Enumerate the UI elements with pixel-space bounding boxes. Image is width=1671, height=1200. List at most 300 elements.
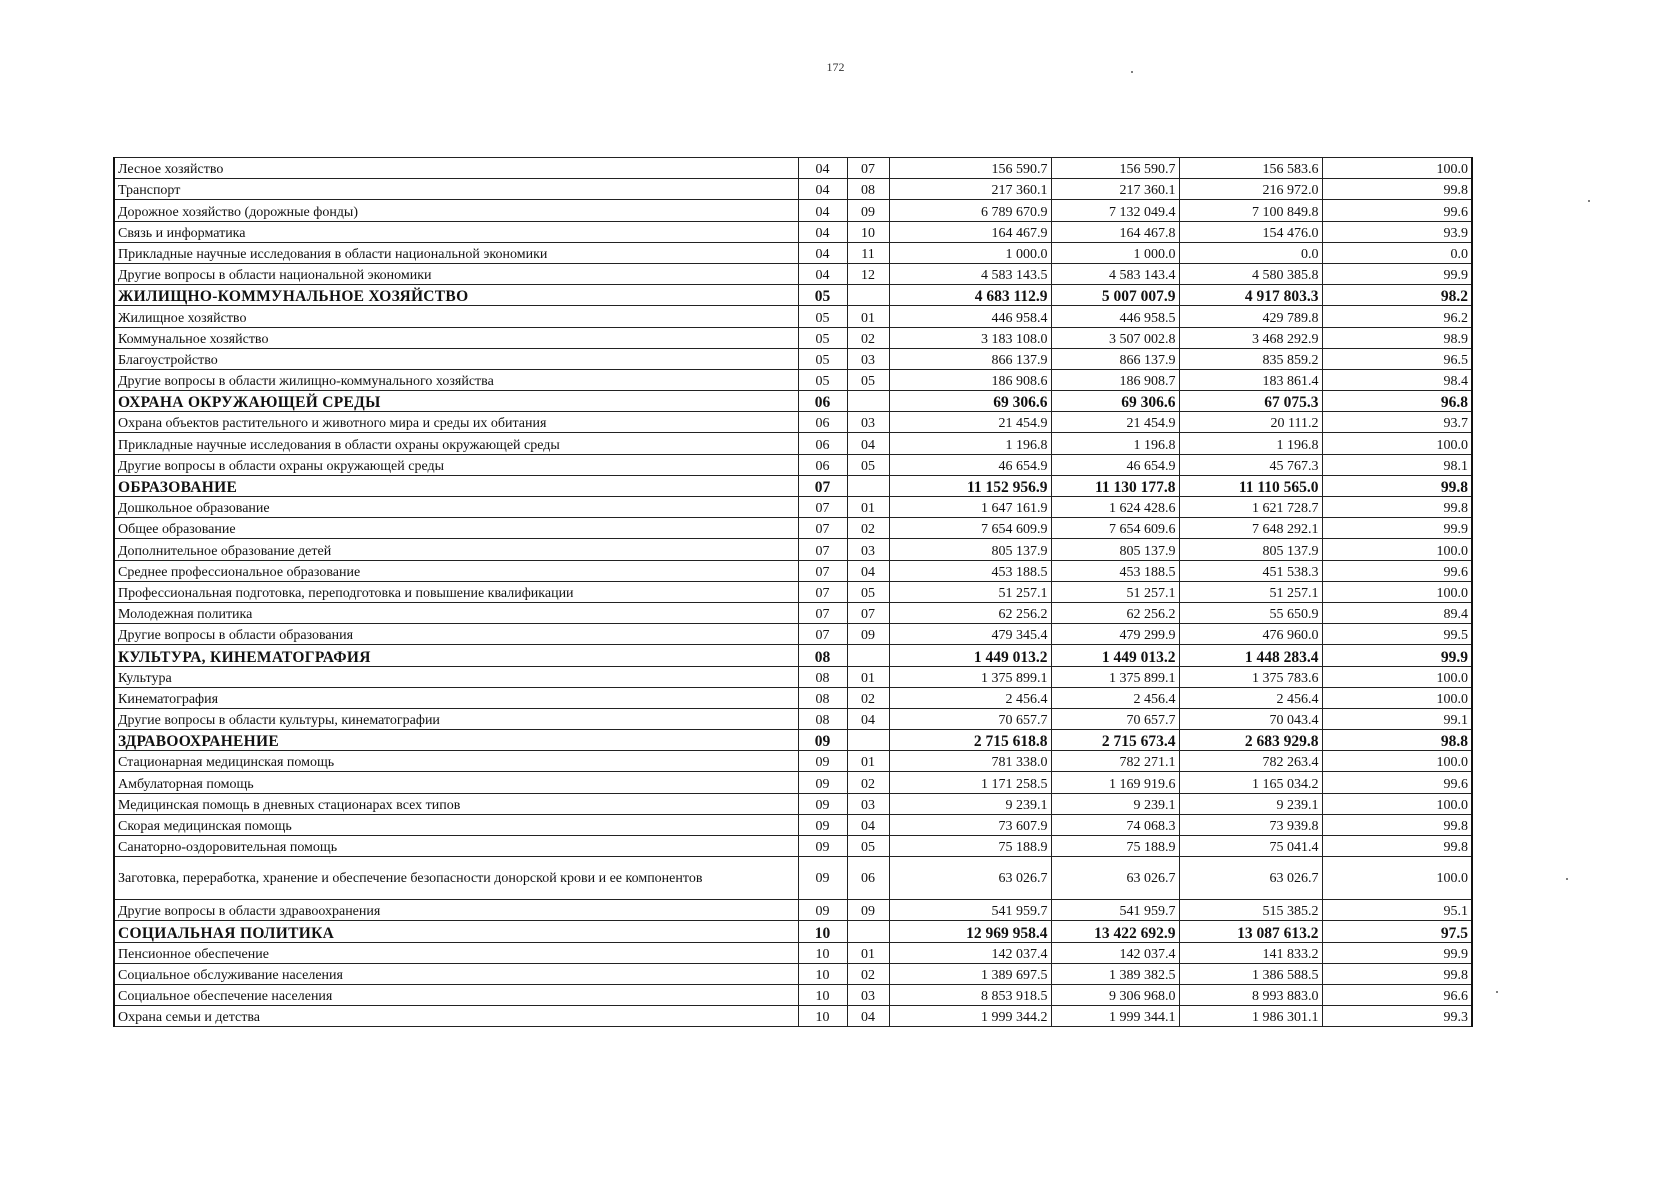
value-approved: 21 454.9: [889, 412, 1051, 433]
table-row: [114, 1006, 1472, 1027]
table-row: [114, 497, 1472, 518]
execution-percent: 99.8: [1322, 497, 1472, 518]
execution-percent: 93.9: [1322, 221, 1472, 242]
execution-percent: 96.8: [1322, 391, 1472, 412]
value-executed: 782 263.4: [1179, 751, 1322, 772]
value-refined: 1 624 428.6: [1051, 497, 1179, 518]
row-name: Связь и информатика: [114, 221, 798, 242]
value-approved: 1 999 344.2: [889, 1006, 1051, 1027]
value-refined: 479 299.9: [1051, 624, 1179, 645]
value-approved: 4 583 143.5: [889, 263, 1051, 284]
value-refined: 186 908.7: [1051, 369, 1179, 390]
value-approved: 1 375 899.1: [889, 666, 1051, 687]
value-executed: 1 165 034.2: [1179, 772, 1322, 793]
row-name: Социальное обслуживание населения: [114, 963, 798, 984]
row-name: Дошкольное образование: [114, 497, 798, 518]
value-executed: 4 917 803.3: [1179, 285, 1322, 306]
value-executed: 154 476.0: [1179, 221, 1322, 242]
execution-percent: 0.0: [1322, 242, 1472, 263]
execution-percent: 99.3: [1322, 1006, 1472, 1027]
section-row: [114, 730, 1472, 751]
execution-percent: 99.9: [1322, 263, 1472, 284]
table-row: [114, 602, 1472, 623]
execution-percent: 96.2: [1322, 306, 1472, 327]
value-refined: 156 590.7: [1051, 158, 1179, 179]
value-approved: 4 683 112.9: [889, 285, 1051, 306]
value-approved: 186 908.6: [889, 369, 1051, 390]
execution-percent: 99.6: [1322, 200, 1472, 221]
table-row: [114, 814, 1472, 835]
value-executed: 1 448 283.4: [1179, 645, 1322, 666]
row-name: Амбулаторная помощь: [114, 772, 798, 793]
row-name: Жилищное хозяйство: [114, 306, 798, 327]
row-name: Социальное обеспечение населения: [114, 984, 798, 1005]
value-executed: 4 580 385.8: [1179, 263, 1322, 284]
row-name: Общее образование: [114, 518, 798, 539]
execution-percent: 100.0: [1322, 581, 1472, 602]
section-row: [114, 391, 1472, 412]
table-row: [114, 942, 1472, 963]
value-approved: 9 239.1: [889, 793, 1051, 814]
execution-percent: 99.8: [1322, 814, 1472, 835]
value-executed: 2 683 929.8: [1179, 730, 1322, 751]
subsection-code: 03: [847, 348, 889, 369]
row-name: Пенсионное обеспечение: [114, 942, 798, 963]
value-executed: 805 137.9: [1179, 539, 1322, 560]
value-executed: 156 583.6: [1179, 158, 1322, 179]
row-name: КУЛЬТУРА, КИНЕМАТОГРАФИЯ: [114, 645, 798, 666]
execution-percent: 99.9: [1322, 518, 1472, 539]
subsection-code: 09: [847, 624, 889, 645]
value-executed: 13 087 613.2: [1179, 921, 1322, 942]
table-row: [114, 454, 1472, 475]
row-name: Санаторно-оздоровительная помощь: [114, 836, 798, 857]
value-approved: 12 969 958.4: [889, 921, 1051, 942]
execution-percent: 99.1: [1322, 708, 1472, 729]
execution-percent: 99.9: [1322, 645, 1472, 666]
row-name: Стационарная медицинская помощь: [114, 751, 798, 772]
execution-percent: 99.8: [1322, 963, 1472, 984]
execution-percent: 96.6: [1322, 984, 1472, 1005]
value-approved: 75 188.9: [889, 836, 1051, 857]
section-code: 08: [798, 687, 847, 708]
value-refined: 74 068.3: [1051, 814, 1179, 835]
table-row: [114, 687, 1472, 708]
subsection-code: 01: [847, 306, 889, 327]
subsection-code: [847, 391, 889, 412]
section-code: 04: [798, 242, 847, 263]
row-name: Охрана семьи и детства: [114, 1006, 798, 1027]
execution-percent: 99.5: [1322, 624, 1472, 645]
section-code: 04: [798, 200, 847, 221]
section-row: [114, 475, 1472, 496]
value-refined: 446 958.5: [1051, 306, 1179, 327]
section-code: 07: [798, 497, 847, 518]
row-name: ОБРАЗОВАНИЕ: [114, 475, 798, 496]
value-refined: 2 715 673.4: [1051, 730, 1179, 751]
row-name: Транспорт: [114, 179, 798, 200]
value-refined: 217 360.1: [1051, 179, 1179, 200]
value-approved: 1 000.0: [889, 242, 1051, 263]
execution-percent: 95.1: [1322, 900, 1472, 921]
section-code: 08: [798, 708, 847, 729]
row-name: Другие вопросы в области культуры, кинематографии: [114, 708, 798, 729]
value-refined: 1 000.0: [1051, 242, 1179, 263]
section-code: 10: [798, 921, 847, 942]
row-name: ЖИЛИЩНО-КОММУНАЛЬНОЕ ХОЗЯЙСТВО: [114, 285, 798, 306]
value-refined: 1 449 013.2: [1051, 645, 1179, 666]
table-row: [114, 836, 1472, 857]
row-name: Другие вопросы в области жилищно-коммунального хозяйства: [114, 369, 798, 390]
value-approved: 217 360.1: [889, 179, 1051, 200]
row-name: Другие вопросы в области образования: [114, 624, 798, 645]
execution-percent: 98.4: [1322, 369, 1472, 390]
value-refined: 3 507 002.8: [1051, 327, 1179, 348]
value-executed: 0.0: [1179, 242, 1322, 263]
section-code: 06: [798, 433, 847, 454]
value-approved: 1 389 697.5: [889, 963, 1051, 984]
table-row: [114, 539, 1472, 560]
value-executed: 1 375 783.6: [1179, 666, 1322, 687]
row-name: СОЦИАЛЬНАЯ ПОЛИТИКА: [114, 921, 798, 942]
execution-percent: 99.9: [1322, 942, 1472, 963]
section-code: 09: [798, 730, 847, 751]
value-approved: 6 789 670.9: [889, 200, 1051, 221]
table-row: [114, 900, 1472, 921]
section-code: 07: [798, 624, 847, 645]
row-name: Благоустройство: [114, 348, 798, 369]
execution-percent: 99.6: [1322, 772, 1472, 793]
page-number: 172: [826, 60, 845, 74]
table-row: [114, 857, 1472, 900]
row-name: Прикладные научные исследования в области охраны окружающей среды: [114, 433, 798, 454]
value-refined: 1 169 919.6: [1051, 772, 1179, 793]
value-refined: 46 654.9: [1051, 454, 1179, 475]
table-row: [114, 412, 1472, 433]
value-executed: 835 859.2: [1179, 348, 1322, 369]
execution-percent: 100.0: [1322, 539, 1472, 560]
value-approved: 1 449 013.2: [889, 645, 1051, 666]
value-approved: 142 037.4: [889, 942, 1051, 963]
section-code: 05: [798, 348, 847, 369]
subsection-code: 01: [847, 942, 889, 963]
section-code: 06: [798, 412, 847, 433]
value-approved: 2 715 618.8: [889, 730, 1051, 751]
value-executed: 1 986 301.1: [1179, 1006, 1322, 1027]
section-code: 04: [798, 263, 847, 284]
row-name: Лесное хозяйство: [114, 158, 798, 179]
section-code: 09: [798, 900, 847, 921]
subsection-code: 12: [847, 263, 889, 284]
subsection-code: 05: [847, 454, 889, 475]
subsection-code: 04: [847, 814, 889, 835]
subsection-code: [847, 475, 889, 496]
row-name: Охрана объектов растительного и животного мира и среды их обитания: [114, 412, 798, 433]
table-row: [114, 624, 1472, 645]
section-code: 09: [798, 814, 847, 835]
value-approved: 11 152 956.9: [889, 475, 1051, 496]
subsection-code: 02: [847, 963, 889, 984]
table-row: [114, 793, 1472, 814]
table-row: [114, 221, 1472, 242]
section-code: 07: [798, 539, 847, 560]
value-approved: 46 654.9: [889, 454, 1051, 475]
table-row: [114, 708, 1472, 729]
value-approved: 1 647 161.9: [889, 497, 1051, 518]
table-row: [114, 772, 1472, 793]
scan-speck: [1588, 200, 1590, 202]
section-code: 10: [798, 963, 847, 984]
execution-percent: 96.5: [1322, 348, 1472, 369]
section-code: 04: [798, 179, 847, 200]
table-row: [114, 560, 1472, 581]
subsection-code: 04: [847, 708, 889, 729]
subsection-code: 11: [847, 242, 889, 263]
subsection-code: [847, 645, 889, 666]
table-row: [114, 369, 1472, 390]
section-code: 05: [798, 306, 847, 327]
execution-percent: 100.0: [1322, 793, 1472, 814]
section-code: 09: [798, 836, 847, 857]
section-code: 07: [798, 518, 847, 539]
value-approved: 479 345.4: [889, 624, 1051, 645]
value-refined: 70 657.7: [1051, 708, 1179, 729]
value-refined: 164 467.8: [1051, 221, 1179, 242]
section-code: 10: [798, 942, 847, 963]
execution-percent: 100.0: [1322, 751, 1472, 772]
table-row: [114, 306, 1472, 327]
subsection-code: 05: [847, 369, 889, 390]
value-approved: 70 657.7: [889, 708, 1051, 729]
row-name: ЗДРАВООХРАНЕНИЕ: [114, 730, 798, 751]
value-refined: 11 130 177.8: [1051, 475, 1179, 496]
section-code: 05: [798, 285, 847, 306]
value-approved: 7 654 609.9: [889, 518, 1051, 539]
execution-percent: 100.0: [1322, 666, 1472, 687]
subsection-code: 10: [847, 221, 889, 242]
value-refined: 21 454.9: [1051, 412, 1179, 433]
table-row: [114, 581, 1472, 602]
row-name: Дорожное хозяйство (дорожные фонды): [114, 200, 798, 221]
subsection-code: 01: [847, 751, 889, 772]
value-refined: 1 196.8: [1051, 433, 1179, 454]
value-refined: 4 583 143.4: [1051, 263, 1179, 284]
value-approved: 8 853 918.5: [889, 984, 1051, 1005]
row-name: ОХРАНА ОКРУЖАЮЩЕЙ СРЕДЫ: [114, 391, 798, 412]
subsection-code: 07: [847, 158, 889, 179]
value-refined: 866 137.9: [1051, 348, 1179, 369]
row-name: Культура: [114, 666, 798, 687]
table-row: [114, 348, 1472, 369]
value-refined: 13 422 692.9: [1051, 921, 1179, 942]
subsection-code: [847, 285, 889, 306]
section-code: 09: [798, 751, 847, 772]
execution-percent: 99.6: [1322, 560, 1472, 581]
execution-percent: 99.8: [1322, 179, 1472, 200]
subsection-code: 01: [847, 497, 889, 518]
value-approved: 866 137.9: [889, 348, 1051, 369]
value-approved: 63 026.7: [889, 857, 1051, 900]
value-executed: 429 789.8: [1179, 306, 1322, 327]
value-approved: 541 959.7: [889, 900, 1051, 921]
row-name: Среднее профессиональное образование: [114, 560, 798, 581]
row-name: Дополнительное образование детей: [114, 539, 798, 560]
section-row: [114, 645, 1472, 666]
budget-table-body: [114, 158, 1472, 1027]
value-executed: 70 043.4: [1179, 708, 1322, 729]
value-approved: 1 171 258.5: [889, 772, 1051, 793]
execution-percent: 98.9: [1322, 327, 1472, 348]
section-code: 05: [798, 327, 847, 348]
value-refined: 1 389 382.5: [1051, 963, 1179, 984]
value-executed: 216 972.0: [1179, 179, 1322, 200]
execution-percent: 98.2: [1322, 285, 1472, 306]
value-refined: 805 137.9: [1051, 539, 1179, 560]
scan-speck: [1566, 878, 1568, 880]
table-row: [114, 984, 1472, 1005]
value-executed: 9 239.1: [1179, 793, 1322, 814]
value-approved: 2 456.4: [889, 687, 1051, 708]
budget-table: [113, 157, 1473, 1027]
row-name: Скорая медицинская помощь: [114, 814, 798, 835]
value-approved: 453 188.5: [889, 560, 1051, 581]
value-refined: 541 959.7: [1051, 900, 1179, 921]
subsection-code: 02: [847, 518, 889, 539]
value-executed: 73 939.8: [1179, 814, 1322, 835]
value-refined: 63 026.7: [1051, 857, 1179, 900]
execution-percent: 100.0: [1322, 857, 1472, 900]
table-row: [114, 242, 1472, 263]
section-row: [114, 285, 1472, 306]
value-refined: 2 456.4: [1051, 687, 1179, 708]
table-row: [114, 263, 1472, 284]
section-code: 09: [798, 857, 847, 900]
value-refined: 69 306.6: [1051, 391, 1179, 412]
section-code: 10: [798, 984, 847, 1005]
table-row: [114, 158, 1472, 179]
subsection-code: 04: [847, 433, 889, 454]
value-approved: 73 607.9: [889, 814, 1051, 835]
row-name: Коммунальное хозяйство: [114, 327, 798, 348]
value-executed: 451 538.3: [1179, 560, 1322, 581]
table-row: [114, 666, 1472, 687]
value-executed: 51 257.1: [1179, 581, 1322, 602]
execution-percent: 99.8: [1322, 475, 1472, 496]
subsection-code: 07: [847, 602, 889, 623]
value-refined: 9 306 968.0: [1051, 984, 1179, 1005]
table-row: [114, 200, 1472, 221]
value-refined: 9 239.1: [1051, 793, 1179, 814]
table-row: [114, 327, 1472, 348]
value-refined: 51 257.1: [1051, 581, 1179, 602]
execution-percent: 98.1: [1322, 454, 1472, 475]
section-code: 07: [798, 475, 847, 496]
table-row: [114, 751, 1472, 772]
subsection-code: 03: [847, 412, 889, 433]
subsection-code: 08: [847, 179, 889, 200]
value-approved: 69 306.6: [889, 391, 1051, 412]
row-name: Заготовка, переработка, хранение и обеспечение безопасности донорской крови и ее компонентов: [114, 857, 798, 900]
value-executed: 141 833.2: [1179, 942, 1322, 963]
value-approved: 1 196.8: [889, 433, 1051, 454]
value-executed: 20 111.2: [1179, 412, 1322, 433]
subsection-code: [847, 730, 889, 751]
execution-percent: 100.0: [1322, 687, 1472, 708]
subsection-code: [847, 921, 889, 942]
value-refined: 1 999 344.1: [1051, 1006, 1179, 1027]
subsection-code: 03: [847, 539, 889, 560]
scan-speck: [1131, 71, 1133, 73]
value-executed: 1 621 728.7: [1179, 497, 1322, 518]
row-name: Кинематография: [114, 687, 798, 708]
value-executed: 67 075.3: [1179, 391, 1322, 412]
section-code: 09: [798, 793, 847, 814]
value-refined: 782 271.1: [1051, 751, 1179, 772]
value-executed: 1 386 588.5: [1179, 963, 1322, 984]
subsection-code: 05: [847, 581, 889, 602]
subsection-code: 03: [847, 984, 889, 1005]
value-executed: 75 041.4: [1179, 836, 1322, 857]
execution-percent: 93.7: [1322, 412, 1472, 433]
subsection-code: 01: [847, 666, 889, 687]
table-row: [114, 179, 1472, 200]
value-approved: 51 257.1: [889, 581, 1051, 602]
value-executed: 7 648 292.1: [1179, 518, 1322, 539]
value-executed: 183 861.4: [1179, 369, 1322, 390]
value-approved: 446 958.4: [889, 306, 1051, 327]
value-executed: 8 993 883.0: [1179, 984, 1322, 1005]
section-code: 05: [798, 369, 847, 390]
row-name: Другие вопросы в области здравоохранения: [114, 900, 798, 921]
subsection-code: 09: [847, 900, 889, 921]
subsection-code: 06: [847, 857, 889, 900]
section-code: 08: [798, 666, 847, 687]
scan-speck: [1496, 991, 1498, 993]
section-code: 07: [798, 581, 847, 602]
value-refined: 453 188.5: [1051, 560, 1179, 581]
section-code: 09: [798, 772, 847, 793]
value-executed: 7 100 849.8: [1179, 200, 1322, 221]
row-name: Прикладные научные исследования в области национальной экономики: [114, 242, 798, 263]
value-refined: 7 132 049.4: [1051, 200, 1179, 221]
subsection-code: 02: [847, 327, 889, 348]
value-executed: 515 385.2: [1179, 900, 1322, 921]
section-code: 07: [798, 602, 847, 623]
value-refined: 5 007 007.9: [1051, 285, 1179, 306]
value-approved: 781 338.0: [889, 751, 1051, 772]
section-code: 10: [798, 1006, 847, 1027]
value-refined: 75 188.9: [1051, 836, 1179, 857]
value-refined: 1 375 899.1: [1051, 666, 1179, 687]
section-code: 07: [798, 560, 847, 581]
subsection-code: 02: [847, 772, 889, 793]
value-executed: 1 196.8: [1179, 433, 1322, 454]
row-name: Молодежная политика: [114, 602, 798, 623]
row-name: Другие вопросы в области охраны окружающей среды: [114, 454, 798, 475]
section-code: 04: [798, 221, 847, 242]
value-executed: 476 960.0: [1179, 624, 1322, 645]
row-name: Другие вопросы в области национальной экономики: [114, 263, 798, 284]
value-approved: 164 467.9: [889, 221, 1051, 242]
value-executed: 55 650.9: [1179, 602, 1322, 623]
value-refined: 62 256.2: [1051, 602, 1179, 623]
value-approved: 3 183 108.0: [889, 327, 1051, 348]
section-row: [114, 921, 1472, 942]
value-executed: 3 468 292.9: [1179, 327, 1322, 348]
execution-percent: 99.8: [1322, 836, 1472, 857]
execution-percent: 98.8: [1322, 730, 1472, 751]
execution-percent: 97.5: [1322, 921, 1472, 942]
